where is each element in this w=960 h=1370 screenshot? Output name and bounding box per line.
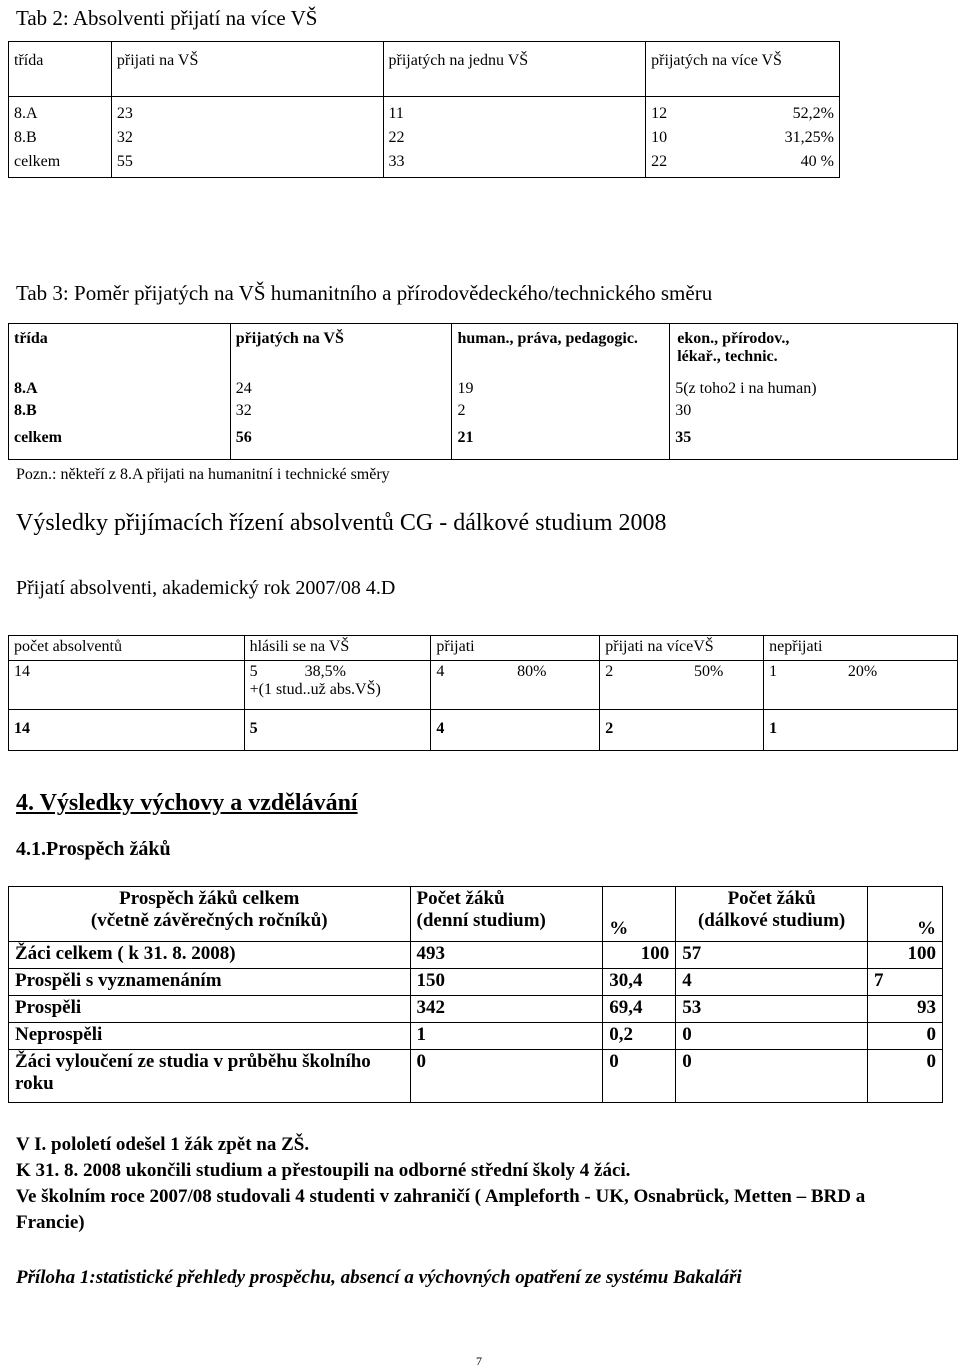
cell-distance-percent: 100 (868, 942, 943, 969)
cell-total: 14 (9, 710, 245, 751)
cell-rejected (764, 661, 958, 710)
cell-category: Žáci vyloučení ze studia v průběhu školního roku (9, 1050, 411, 1103)
cell-admitted: 24 (230, 380, 452, 402)
cell-distance-count: 4 (676, 969, 868, 996)
notes-block (16, 1132, 936, 1236)
cell-total: 1 (764, 710, 958, 751)
cell-applied (244, 661, 431, 710)
distance-subheading: Přijatí absolventi, akademický rok 2007/08 4.D (16, 577, 396, 599)
cell-rejected-count: 1 (769, 663, 778, 680)
table-header-row (9, 887, 943, 942)
cell-class: 8.A (9, 97, 112, 130)
cell-distance-percent: 93 (868, 996, 943, 1023)
table-header-row (9, 42, 840, 97)
header-line: (včetně závěrečných ročníků) (90, 910, 328, 931)
tab2-title: Tab 2: Absolventi přijatí na více VŠ (16, 6, 318, 30)
column-header: počet absolventů (9, 636, 245, 661)
cell-total: 5 (244, 710, 431, 751)
cell-admitted: 55 (111, 153, 383, 178)
cell-day-count: 342 (410, 996, 603, 1023)
cell-admitted-more-count: 2 (605, 663, 614, 680)
cell-sciences: 35 (670, 424, 958, 460)
cell-percent: 31,25% (784, 129, 834, 146)
cell-distance-percent: 7 (868, 969, 943, 996)
cell-one-university: 22 (383, 129, 646, 153)
column-header-text: ekon., přírodov., lékař., technic. (677, 330, 790, 365)
column-header: přijati na víceVŠ (600, 636, 764, 661)
cell-class: 8.A (9, 380, 231, 402)
cell-admitted (431, 661, 600, 710)
cell-admitted-percent: 80% (517, 663, 547, 680)
table-row (9, 942, 943, 969)
table-row (9, 402, 958, 424)
cell-category: Neprospěli (9, 1023, 411, 1050)
cell-admitted: 56 (230, 424, 452, 460)
cell-total: 2 (600, 710, 764, 751)
column-header: přijatých na jednu VŠ (383, 42, 646, 97)
cell-applied-count: 5 (249, 663, 258, 680)
cell-humanities: 19 (452, 380, 670, 402)
cell-humanities: 21 (452, 424, 670, 460)
column-header: nepřijati (764, 636, 958, 661)
cell-day-count: 1 (410, 1023, 603, 1050)
annex-line: Příloha 1:statistické přehledy prospěchu, absencí a výchovných opatření ze systému Bakaláři (16, 1267, 742, 1288)
cell-admitted: 23 (111, 97, 383, 130)
page-number: 7 (476, 1354, 482, 1368)
cell-percent: 52,2% (792, 105, 834, 122)
cell-distance-count: 53 (676, 996, 868, 1023)
table-header-row (9, 324, 958, 381)
cell-day-percent: 100 (603, 942, 676, 969)
distance-table (8, 635, 958, 751)
column-header: hlásili se na VŠ (244, 636, 431, 661)
cell-more-universities: 12 (651, 105, 668, 122)
cell-class: 8.B (9, 129, 112, 153)
column-header (676, 887, 868, 942)
cell-applied-note: +(1 stud..už abs.VŠ) (249, 681, 381, 698)
cell-day-count: 493 (410, 942, 603, 969)
tab3-note: Pozn.: někteří z 8.A přijati na humanitní i technické směry (16, 466, 390, 483)
table-row (9, 661, 958, 710)
cell-category: Prospěli (9, 996, 411, 1023)
cell-applied-percent: 38,5% (304, 663, 346, 680)
cell-admitted: 32 (111, 129, 383, 153)
table-row (9, 380, 958, 402)
subsection-heading: 4.1.Prospěch žáků (16, 838, 171, 860)
cell-percent: 40 % (800, 153, 834, 170)
column-header (9, 887, 411, 942)
table-row (9, 97, 840, 130)
cell-one-university: 33 (383, 153, 646, 178)
distance-heading: Výsledky přijímacích řízení absolventů CG - dálkové studium 2008 (16, 510, 667, 536)
header-line: Počet žáků (416, 888, 505, 909)
table-header-row (9, 636, 958, 661)
cell-category: Prospěli s vyznamenáním (9, 969, 411, 996)
cell-distance-count: 0 (676, 1023, 868, 1050)
header-line: (denní studium) (416, 910, 546, 931)
cell-day-count: 150 (410, 969, 603, 996)
header-line: Prospěch žáků celkem (119, 888, 300, 909)
table-row (9, 996, 943, 1023)
table-row (9, 424, 958, 460)
section-heading: 4. Výsledky výchovy a vzdělávání (16, 790, 358, 816)
cell-total: 4 (431, 710, 600, 751)
cell-class: 8.B (9, 402, 231, 424)
cell-humanities: 2 (452, 402, 670, 424)
cell-class: celkem (9, 424, 231, 460)
column-header: přijati (431, 636, 600, 661)
cell-more-universities: 22 (651, 153, 668, 170)
tab3-title: Tab 3: Poměr přijatých na VŠ humanitního a přírodovědeckého/technického směru (16, 281, 713, 305)
column-header: přijatých na více VŠ (646, 42, 840, 97)
cell-class: celkem (9, 153, 112, 178)
note-line: Ve školním roce 2007/08 studovali 4 studenti v zahraničí ( Ampleforth - UK, Osnabrück, Metten – BRD a Francie) (16, 1186, 866, 1233)
cell-distance-count: 57 (676, 942, 868, 969)
cell-graduates: 14 (9, 661, 245, 710)
column-header: třída (9, 42, 112, 97)
column-header: % (603, 887, 676, 942)
cell-distance-percent: 0 (868, 1023, 943, 1050)
cell-admitted: 32 (230, 402, 452, 424)
cell-distance-count: 0 (676, 1050, 868, 1103)
cell-day-percent: 0,2 (603, 1023, 676, 1050)
column-header: přijati na VŠ (111, 42, 383, 97)
cell-day-count: 0 (410, 1050, 603, 1103)
note-line: V I. pololetí odešel 1 žák zpět na ZŠ. (16, 1134, 310, 1155)
column-header (410, 887, 603, 942)
tab2-table (8, 41, 840, 178)
cell-category: Žáci celkem ( k 31. 8. 2008) (9, 942, 411, 969)
cell-day-percent: 30,4 (603, 969, 676, 996)
table-row (9, 710, 958, 751)
cell-day-percent: 0 (603, 1050, 676, 1103)
column-header: % (868, 887, 943, 942)
cell-sciences: 30 (670, 402, 958, 424)
column-header (670, 324, 958, 381)
grades-table (8, 886, 943, 1103)
tab3-table (8, 323, 958, 460)
cell-more-universities: 10 (651, 129, 668, 146)
cell-distance-percent: 0 (868, 1050, 943, 1103)
cell-sciences: 5(z toho2 i na human) (670, 380, 958, 402)
table-row (9, 129, 840, 153)
table-row (9, 1050, 943, 1103)
header-line: Počet žáků (727, 888, 816, 909)
cell-rejected-percent: 20% (847, 663, 878, 680)
cell-admitted-more-percent: 50% (693, 663, 724, 680)
cell-one-university: 11 (383, 97, 646, 130)
note-line: K 31. 8. 2008 ukončili studium a přestoupili na odborné střední školy 4 žáci. (16, 1160, 631, 1181)
table-row (9, 969, 943, 996)
cell-admitted-count: 4 (436, 663, 445, 680)
column-header: třída (9, 324, 231, 381)
cell-day-percent: 69,4 (603, 996, 676, 1023)
cell-admitted-more (600, 661, 764, 710)
table-row (9, 153, 840, 178)
column-header: přijatých na VŠ (230, 324, 452, 381)
table-row (9, 1023, 943, 1050)
column-header: human., práva, pedagogic. (452, 324, 670, 381)
header-line: (dálkové studium) (697, 910, 846, 931)
